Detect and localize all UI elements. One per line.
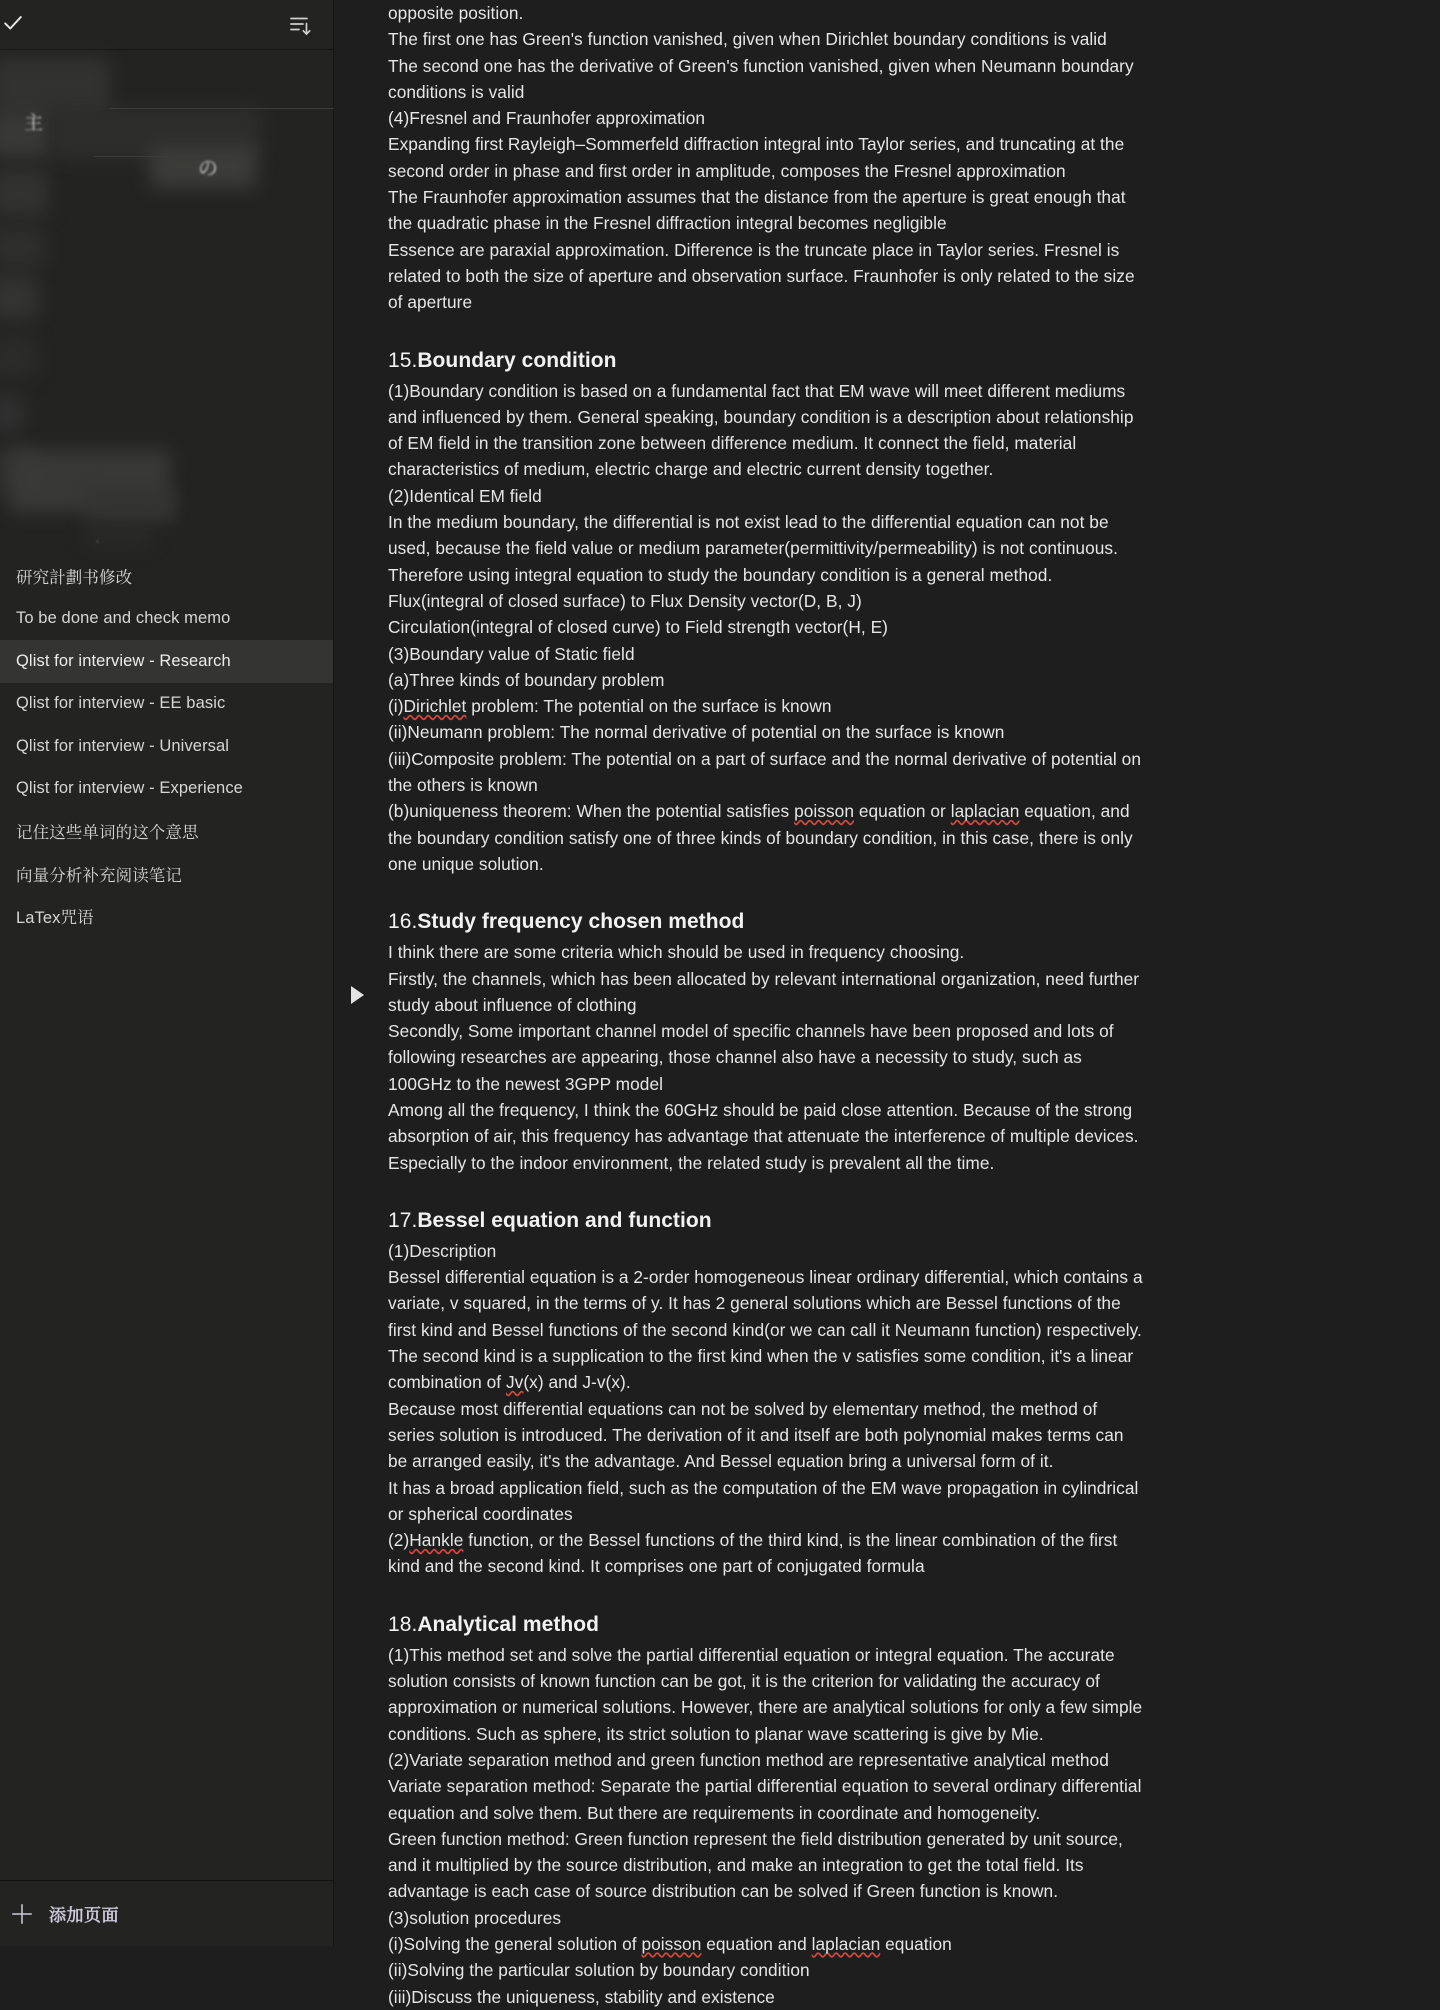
page-list-item[interactable] [0, 768, 333, 811]
section-title: Boundary condition [417, 348, 617, 372]
document-paragraph: Essence are paraxial approximation. Difference is the truncate place in Taylor series. Fresnel is related to both the size of aperture and observation surface. Fraunhofer is only related to the size of aperture [388, 239, 1135, 313]
document-paragraph: The first one has Green's function vanished, given when Dirichlet boundary conditions is valid [388, 29, 1107, 50]
paragraph-text: equation [880, 1934, 952, 1954]
editor-gutter [334, 0, 388, 1946]
section-number: 16. [388, 910, 418, 934]
document-paragraph: opposite position. [388, 3, 524, 23]
sort-icon[interactable] [288, 13, 312, 37]
document-paragraph [388, 1931, 1146, 1957]
page-list-item[interactable] [0, 598, 333, 641]
document-paragraph [388, 1527, 1146, 1580]
section-number: 15. [388, 348, 418, 372]
document-paragraph: Flux(integral of closed surface) to Flux Density vector(D, B, J) [388, 590, 862, 611]
paragraph-text: equation, and the boundary condition satisfy one of three kinds of boundary condition, in this case, there is only one unique solution. [388, 801, 1133, 874]
document-paragraph: I think there are some criteria which should be used in frequency choosing. [388, 942, 965, 963]
page-list-item[interactable] [0, 810, 333, 853]
spellcheck-word: Dirichlet [403, 696, 467, 717]
section-title: Analytical method [417, 1612, 600, 1636]
page-list-item[interactable] [0, 725, 333, 768]
page-list-item-label: To be done and check memo [16, 609, 231, 628]
document-paragraph: Because most differential equations can not be solved by elementary method, the method of series solution is introduced. The derivation of it and itself are both polynomial makes terms can be arranged easily, it's the advantage. And Bessel equation bring a universal form of it. [388, 1398, 1124, 1472]
document-paragraph: (1)Description [388, 1240, 497, 1261]
obscured-glyph-2: の [198, 158, 218, 180]
paragraph-text: (b)uniqueness theorem: When the potential satisfies [388, 801, 795, 822]
paragraph-text: Bessel differential equation is a 2-order homogeneous linear ordinary differential, which contains a variate, v squared, in the terms of y. It has 2 general solutions which are Bessel functions of the first kind and Bessel functions of the second kind(or we can call it Neumann function) respectively. The second kind is a supplication to the first kind when the v satisfies some condition, it's a linear combination of [388, 1267, 1143, 1393]
document-paragraph: (2)Variate separation method and green function method are representative analytical method [388, 1749, 1109, 1770]
document-paragraph: (3)Boundary value of Static field [388, 643, 635, 664]
document-paragraph: Firstly, the channels, which has been allocated by relevant international organization, need further study about influence of clothing [388, 968, 1140, 1015]
document-body [388, 0, 1146, 2010]
document-paragraph: Expanding first Rayleigh–Sommerfeld diffraction integral into Taylor series, and truncating at the second order in phase and first order in amplitude, composes the Fresnel approximation [388, 134, 1125, 181]
page-list-item[interactable] [0, 683, 333, 726]
sidebar [0, 0, 334, 1946]
page-list [0, 555, 333, 1880]
section-number: 17. [388, 1208, 418, 1232]
paragraph-marker-icon[interactable] [351, 986, 364, 1004]
document-paragraph: (iii)Discuss the uniqueness, stability and existence [388, 1986, 775, 2007]
add-page-button[interactable] [0, 1880, 333, 1946]
section-heading [388, 1206, 1146, 1236]
document-paragraph: Variate separation method: Separate the partial differential equation to several ordinary differential equation and solve them. But there are requirements in coordinate and homogeneity. [388, 1776, 1142, 1823]
document-paragraph: (1)This method set and solve the partial differential equation or integral equation. The accurate solution consists of known function can be got, it is the criterion for validating the accuracy of approximation or numerical solutions. However, there are analytical solutions for only a few simple conditions. Such as sphere, its strict solution to planar wave scattering is give by Mie. [388, 1644, 1143, 1744]
spellcheck-word: poisson [794, 801, 854, 822]
paragraph-text: problem: The potential on the surface is known [466, 696, 832, 717]
section-heading [388, 346, 1146, 376]
page-list-item-label: 研究計劃书修改 [16, 569, 133, 588]
page-list-item[interactable] [0, 853, 333, 896]
section-title: Bessel equation and function [417, 1208, 712, 1232]
page-list-item-label: Qlist for interview - Research [16, 651, 231, 670]
spellcheck-word: laplacian [811, 1934, 881, 1954]
document-paragraph: (iii)Composite problem: The potential on a part of surface and the normal derivative of potential on the others is known [388, 748, 1141, 796]
page-list-item-label: 记住这些单词的这个意思 [16, 824, 199, 843]
paragraph-text: function, or the Bessel functions of the third kind, is the linear combination of the first kind and the second kind. It comprises one part of conjugated formula [388, 1530, 1118, 1577]
document-paragraph: (2)Identical EM field [388, 485, 542, 506]
page-list-item-label: Qlist for interview - EE basic [16, 694, 226, 713]
paragraph-text: (i)Solving the general solution of [388, 1934, 642, 1954]
plus-icon [9, 1901, 35, 1927]
spellcheck-word: poisson [641, 1934, 702, 1954]
section-heading [388, 907, 1146, 937]
obscured-glyph: 主 [24, 113, 44, 134]
scrollbar-track[interactable] [1432, 0, 1440, 1946]
document-paragraph [388, 1264, 1146, 1395]
paragraph-text: equation or [853, 801, 951, 822]
section-number: 18. [388, 1612, 418, 1636]
document-paragraph: (4)Fresnel and Fraunhofer approximation [388, 108, 706, 129]
document-paragraph: (ii)Neumann problem: The normal derivative of potential on the surface is known [388, 722, 1005, 743]
document-paragraph: Secondly, Some important channel model of specific channels have been proposed and lots of following researches are appearing, those channel also have a necessity to study, such as 100GHz to the newest 3GPP model [388, 1021, 1114, 1094]
check-icon[interactable] [2, 12, 24, 34]
page-list-item-label: 向量分析补充阅读笔记 [16, 866, 182, 885]
spellcheck-word: Jv [505, 1372, 524, 1393]
document-paragraph: Among all the frequency, I think the 60GHz should be paid close attention. Because of the strong absorption of air, this frequency has advantage that attenuate the interference of multiple devices. Especially to the indoor environment, the related study is prevalent all the time. [388, 1099, 1139, 1173]
document-scroll-area[interactable] [388, 0, 1440, 2007]
document-paragraph: In the medium boundary, the differential is not exist lead to the differential equation can not be used, because the field value or medium parameter(permittivity/permeability) is not continuous. Therefore using integral equation to study the boundary condition is a general method. [388, 512, 1118, 585]
paragraph-text: (i) [388, 696, 404, 717]
paragraph-text: (2) [388, 1530, 410, 1551]
paragraph-text: (x) and J-v(x). [523, 1372, 631, 1393]
sidebar-obscured-region: 主 の . [0, 50, 333, 555]
editor-pane [334, 0, 1440, 2007]
add-page-label: 添加页面 [49, 1906, 119, 1925]
page-list-item-label: Qlist for interview - Experience [16, 779, 243, 798]
page-list-item-label: LaTex咒语 [16, 909, 94, 928]
document-paragraph: (1)Boundary condition is based on a fundamental fact that EM wave will meet different mediums and influenced by them. General speaking, boundary condition is a description about relationship of EM field in the transition zone between difference medium. It connect the field, material characteristics of medium, electric charge and electric current density together. [388, 380, 1134, 480]
document-paragraph: It has a broad application field, such as the computation of the EM wave propagation in cylindrical or spherical coordinates [388, 1477, 1139, 1524]
document-paragraph: (ii)Solving the particular solution by boundary condition [388, 1960, 810, 1981]
sidebar-toolbar [0, 0, 333, 50]
spellcheck-word: Hankle [409, 1530, 464, 1551]
document-paragraph: The second one has the derivative of Green's function vanished, given when Neumann boundary conditions is valid [388, 55, 1134, 102]
page-list-item[interactable] [0, 895, 333, 938]
document-paragraph: Green function method: Green function represent the field distribution generated by unit source, and it multiplied by the source distribution, and make an integration to get the total field. Its advantage is each case of source distribution can be solved if Green function is known. [388, 1828, 1123, 1902]
document-paragraph [388, 693, 1146, 719]
page-list-item[interactable] [0, 555, 333, 598]
section-title: Study frequency chosen method [417, 910, 745, 934]
document-paragraph: Circulation(integral of closed curve) to Field strength vector(H, E) [388, 617, 888, 638]
document-paragraph [388, 798, 1146, 877]
page-list-item-label: Qlist for interview - Universal [16, 736, 230, 755]
page-list-item[interactable] [0, 640, 333, 683]
spellcheck-word: laplacian [950, 801, 1020, 822]
section-heading [388, 1610, 1146, 1640]
document-paragraph: (a)Three kinds of boundary problem [388, 669, 665, 690]
paragraph-text: equation and [701, 1934, 812, 1954]
document-paragraph: The Fraunhofer approximation assumes that the distance from the aperture is great enough that the quadratic phase in the Fresnel diffraction integral becomes negligible [388, 187, 1126, 234]
document-paragraph: (3)solution procedures [388, 1907, 562, 1928]
